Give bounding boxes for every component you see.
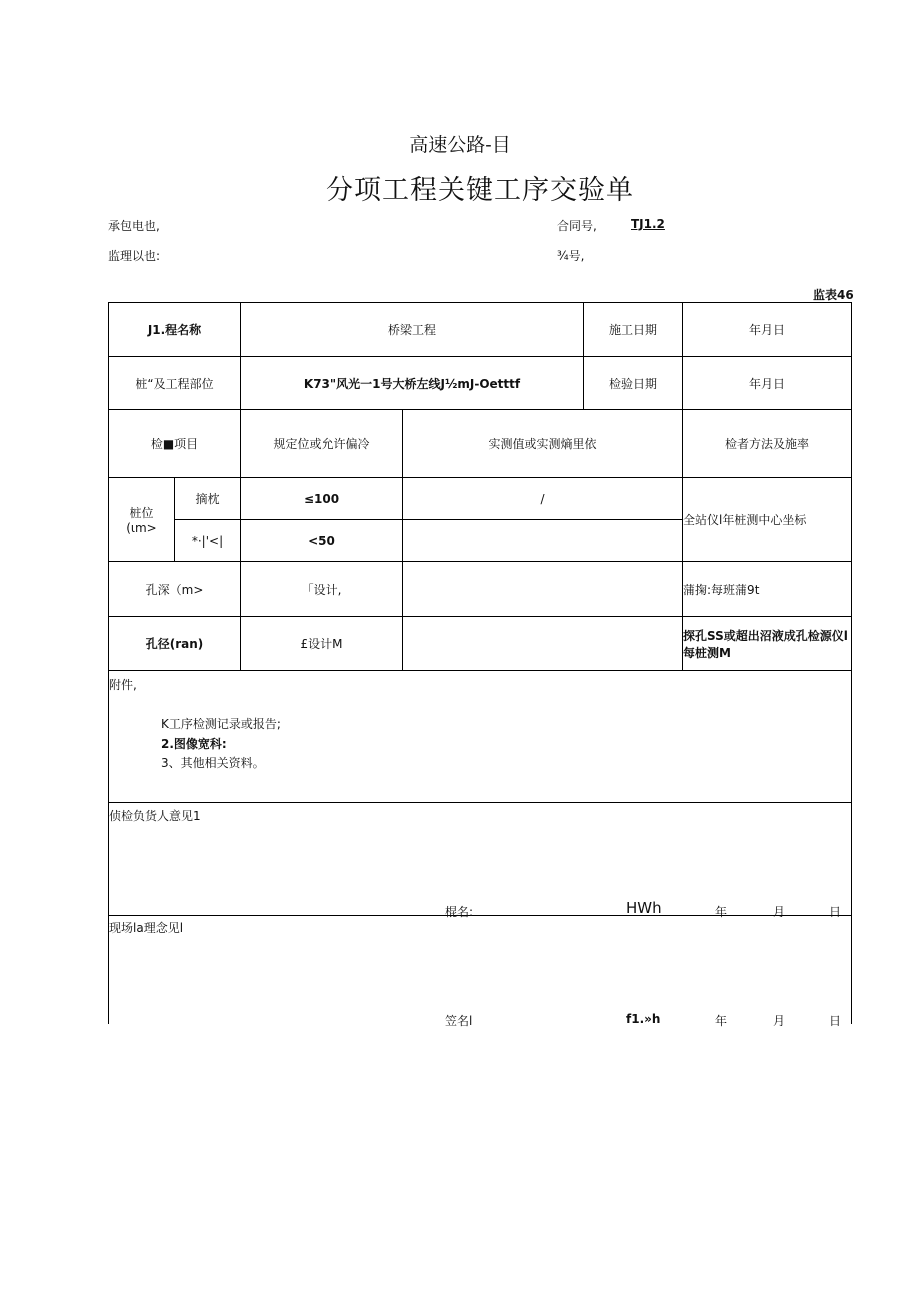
attachment-item-1: K工序检测记录或报告;: [161, 717, 281, 731]
attachment-item-3: 3、其他相关资料。: [161, 756, 265, 770]
table-row: [109, 562, 852, 617]
pile-position-cell: [109, 478, 175, 562]
construction-date-label: 施工日期: [584, 303, 683, 357]
pile-position-method: 全站仪l年桩测中心坐标: [683, 478, 852, 562]
page-title: 分项工程关键工序交验单: [326, 175, 634, 206]
project-name-label: J1.程名称: [109, 303, 241, 357]
site-sign-label: 笠名l: [445, 1014, 473, 1028]
inspection-date-label: 检验日期: [584, 357, 683, 410]
table-row: [109, 303, 852, 357]
site-label: 现场la理念见l: [109, 921, 184, 935]
hole-depth-label: 孔深（m>: [109, 562, 241, 617]
location-label: 桩“及工程部位: [109, 357, 241, 410]
sub2-label: *·|'<|: [175, 520, 241, 562]
site-supervision-section: [108, 915, 852, 1028]
column-header-allowed: 规定位或允许偏冷: [241, 410, 403, 478]
inspector-month: 月: [773, 905, 786, 919]
hole-depth-allowed: 「设计,: [241, 562, 403, 617]
title-line-1: 高速公路-目: [409, 134, 511, 156]
supervisor-label: 监理以也:: [108, 249, 161, 263]
sub1-allowed: ≤100: [241, 478, 403, 520]
hole-depth-measured: [403, 562, 683, 617]
inspector-day: 日: [829, 905, 842, 919]
sub1-label: 摘枕: [175, 478, 241, 520]
hole-diameter-method: [683, 617, 852, 671]
form-code: 监表46: [813, 288, 854, 302]
sub2-measured: [403, 520, 683, 562]
column-header-method: 检者方法及施率: [683, 410, 852, 478]
attachments-section: [108, 670, 852, 803]
pile-position-unit: (ιm>: [126, 521, 157, 535]
sub2-allowed: <50: [241, 520, 403, 562]
hole-diameter-label: 孔径(ran): [109, 617, 241, 671]
hole-diameter-method-line2: 每桩测M: [683, 645, 731, 660]
contractor-label: 承包电也,: [108, 219, 160, 233]
location-value: K73"风光一1号大桥左线J½mJ-Oetttf: [241, 357, 584, 410]
table-row: [109, 410, 852, 478]
attachment-item-2: 2.图像宽科:: [161, 737, 227, 751]
serial-label: ¾号,: [557, 249, 585, 263]
inspector-year: 年: [715, 905, 728, 919]
site-year: 年: [715, 1014, 728, 1028]
hole-diameter-method-line1: 探孔SS或超出沼液成孔检源仪l: [683, 628, 848, 643]
column-header-measured: 实测值或实测熵里依: [403, 410, 683, 478]
hole-diameter-allowed: £设计M: [241, 617, 403, 671]
sub1-measured: /: [403, 478, 683, 520]
inspection-table: [108, 302, 852, 671]
inspector-sign-value: HWh: [626, 899, 662, 917]
site-sign-value: f1.»h: [626, 1012, 661, 1026]
inspector-label: 侦检负货人意见1: [109, 809, 201, 823]
pile-position-label: 桩位: [129, 506, 154, 520]
site-day: 日: [829, 1014, 842, 1028]
inspector-sign-label: 棍名:: [445, 905, 474, 919]
construction-date-value: 年月日: [683, 303, 852, 357]
inspector-opinion-section: [108, 802, 852, 919]
hole-diameter-measured: [403, 617, 683, 671]
attachments-label: 附件,: [109, 678, 137, 692]
table-row: [109, 357, 852, 410]
project-name-value: 桥梁工程: [241, 303, 584, 357]
site-month: 月: [773, 1014, 786, 1028]
column-header-item: 检■项目: [109, 410, 241, 478]
contract-no-label: 合同号,: [557, 219, 597, 233]
inspection-date-value: 年月日: [683, 357, 852, 410]
table-row: [109, 478, 852, 520]
table-row: [109, 617, 852, 671]
contract-no-value: TJ1.2: [631, 217, 665, 231]
hole-depth-method: 蒲掬:每班蒲9t: [683, 562, 852, 617]
